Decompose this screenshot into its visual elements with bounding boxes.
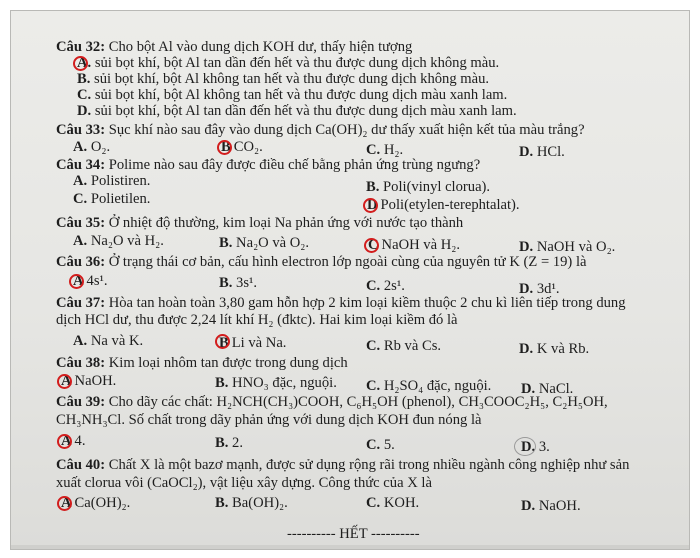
question-37-option-d: D. K và Rb.: [519, 341, 590, 357]
question-39-option-b: B. 2.: [215, 435, 243, 451]
question-35-number: Câu 35:: [56, 215, 106, 231]
question-36-number: Câu 36:: [56, 254, 106, 270]
question-39-option-a: A 4.: [61, 433, 86, 449]
question-39-number: Câu 39:: [56, 394, 106, 410]
question-38-option-a: A NaOH.: [61, 373, 117, 389]
question-35-option-a: A. Na₂O và H₂.: [73, 233, 164, 249]
answer-circle-36: [69, 274, 84, 289]
question-32-option-a: A. sủi bọt khí, bột Al tan dần đến hết và thu được dung dịch không màu.: [77, 55, 500, 71]
question-32-option-b: B. sủi bọt khí, bột Al không tan hết và thu được dung dịch không màu.: [77, 71, 490, 87]
question-33-stem-line: [56, 122, 585, 139]
question-40-option-a-text: Ca(OH)₂.: [74, 495, 131, 511]
answer-circle-35: [364, 238, 379, 253]
question-38-option-d-text: NaCl.: [538, 381, 574, 397]
question-39-stem-line-1: [56, 394, 608, 411]
question-35-option-b: B. Na₂O và O₂.: [219, 235, 310, 251]
question-32-option-d: D. sủi bọt khí, bột Al tan dần đến hết và thu được dung dịch màu xanh lam.: [77, 103, 517, 119]
question-40-option-a: A Ca(OH)₂.: [61, 495, 131, 511]
question-34-option-c: C. Polietilen.: [73, 191, 151, 207]
question-34-stem: Polime nào sau đây được điều chế bằng phản ứng trùng ngưng?: [108, 157, 481, 173]
question-34-stem-line: [56, 157, 480, 174]
question-40-option-d: D. NaOH.: [521, 498, 581, 514]
question-33-option-a: A. O₂.: [73, 139, 111, 155]
question-36-option-c: C. 2s¹.: [366, 278, 405, 294]
answer-circle-33: [217, 140, 232, 155]
question-36-stem-line: [56, 254, 586, 271]
question-34-option-b: B. Poli(vinyl clorua).: [366, 179, 491, 195]
question-39-option-a-text: 4.: [74, 433, 86, 449]
question-40-option-c-text: KOH.: [383, 495, 420, 511]
answer-circle-32: [73, 56, 88, 71]
question-36-option-d: D. 3d¹.: [519, 281, 560, 297]
question-34-number: Câu 34:: [56, 157, 106, 173]
question-39-option-c: C. 5.: [366, 437, 395, 453]
question-36-option-b: B. 3s¹.: [219, 275, 258, 291]
question-37-option-c-text: Rb và Cs.: [383, 338, 442, 354]
question-40-stem-line-1: [56, 457, 629, 474]
question-39-stem-line-2: [56, 412, 481, 429]
end-marker: ---------- HẾT ----------: [287, 526, 420, 542]
question-40-stem-2: xuất clorua vôi (CaOCl₂), vật liệu xây dựng. Công thức của X là: [56, 475, 432, 491]
question-32-option-c-text: sủi bọt khí, bột Al không tan hết và thu được dung dịch màu xanh lam.: [94, 87, 508, 103]
question-35-stem-line: [56, 215, 463, 232]
question-36-option-b-text: 3s¹.: [236, 275, 258, 291]
question-37-stem-line-1: [56, 295, 626, 312]
question-40-option-b: B. Ba(OH)₂.: [215, 495, 288, 511]
question-38-number: Câu 38:: [56, 355, 106, 371]
question-36-option-a-text: 4s¹.: [86, 273, 108, 289]
question-40-option-c: C. KOH.: [366, 495, 420, 511]
answer-circle-40: [57, 496, 72, 511]
question-37-stem-2: dịch HCl dư, thu được 2,24 lít khí H₂ (đktc). Hai kim loại kiềm đó là: [56, 312, 458, 328]
question-32-option-a-text: sủi bọt khí, bột Al tan dần đến hết và thu được dung dịch không màu.: [94, 55, 500, 71]
answer-circle-39: [57, 434, 72, 449]
question-35-option-b-text: Na₂O và O₂.: [236, 235, 310, 251]
exam-page: [10, 10, 690, 550]
question-35-option-c-text: NaOH và H₂.: [381, 237, 460, 253]
answer-circle-38: [57, 374, 72, 389]
question-38-option-b-text: HNO₃ đặc, nguội.: [232, 375, 337, 391]
question-37-option-c: C. Rb và Cs.: [366, 338, 442, 354]
question-39-stem-2: CH₃NH₃Cl. Số chất trong dãy phản ứng với dung dịch KOH đun nóng là: [56, 412, 482, 428]
question-34-option-d-text: Poli(etylen-terephtalat).: [380, 197, 520, 213]
question-33-option-a-text: O₂.: [90, 139, 111, 155]
question-38-option-c-text: H₂SO₄ đặc, nguội.: [383, 378, 492, 394]
question-33-stem: Sục khí nào sau đây vào dung dịch Ca(OH)₂ dư thấy xuất hiện kết tủa màu trắng?: [108, 122, 585, 138]
question-33-option-d: D. HCl.: [519, 144, 565, 160]
question-37-number: Câu 37:: [56, 295, 106, 311]
question-35-option-d-text: NaOH và O₂.: [536, 239, 616, 255]
question-38-option-b: B. HNO₃ đặc, nguội.: [215, 375, 337, 391]
question-39-option-d: D. 3.: [521, 439, 550, 455]
question-35-option-d: D. NaOH và O₂.: [519, 239, 616, 255]
question-32-option-c: C. sủi bọt khí, bột Al không tan hết và thu được dung dịch màu xanh lam.: [77, 87, 508, 103]
question-36-option-a: A 4s¹.: [73, 273, 108, 289]
question-37-option-b-text: Li và Na.: [231, 335, 287, 351]
question-37-option-a: A. Na và K.: [73, 333, 144, 349]
question-33-option-c: C. H₂.: [366, 142, 404, 158]
question-40-number: Câu 40:: [56, 457, 106, 473]
question-36-stem: Ở trạng thái cơ bản, cấu hình electron lớp ngoài cùng của nguyên tử K (Z = 19) là: [108, 254, 587, 270]
question-36-option-c-text: 2s¹.: [383, 278, 405, 294]
question-39-stem-1: Cho dãy các chất: H₂NCH(CH₃)COOH, C₆H₅OH (phenol), CH₃COOC₂H₅, C₂H₅OH,: [108, 394, 608, 410]
question-40-stem-line-2: [56, 475, 432, 492]
question-37-option-b: B Li và Na.: [219, 335, 287, 351]
question-34-option-b-text: Poli(vinyl clorua).: [383, 179, 491, 195]
question-39-option-d-text: 3.: [538, 439, 550, 455]
question-33-number: Câu 33:: [56, 122, 106, 138]
paper-edge: [11, 545, 689, 549]
question-37-stem-1: Hòa tan hoàn toàn 3,80 gam hỗn hợp 2 kim loại kiềm thuộc 2 chu kì liên tiếp trong dung: [108, 295, 626, 311]
question-39-option-b-text: 2.: [232, 435, 243, 451]
question-38-option-d: D. NaCl.: [521, 381, 574, 397]
question-39-option-c-text: 5.: [383, 437, 395, 453]
answer-circle-34: [363, 198, 378, 213]
question-32-option-d-text: sủi bọt khí, bột Al tan dần đến hết và thu được dung dịch màu xanh lam.: [94, 103, 517, 119]
question-37-option-a-text: Na và K.: [90, 333, 144, 349]
question-33-option-b-text: CO₂.: [233, 139, 263, 155]
question-40-stem-1: Chất X là một bazơ mạnh, được sử dụng rộng rãi trong nhiều ngành công nghiệp như sản: [108, 457, 630, 473]
question-33-option-c-text: H₂.: [383, 142, 404, 158]
question-34-option-a: A. Polistiren.: [73, 173, 151, 189]
question-34-option-a-text: Polistiren.: [90, 173, 151, 189]
question-37-option-d-text: K và Rb.: [536, 341, 590, 357]
question-34-option-d: D Poli(etylen-terephtalat).: [367, 197, 520, 213]
question-38-option-a-text: NaOH.: [74, 373, 117, 389]
question-36-option-d-text: 3d¹.: [536, 281, 560, 297]
question-34-option-c-text: Polietilen.: [90, 191, 151, 207]
question-37-stem-line-2: [56, 312, 458, 329]
question-33-option-b: B CO₂.: [221, 139, 263, 155]
question-32-option-b-text: sủi bọt khí, bột Al không tan hết và thu được dung dịch không màu.: [94, 71, 490, 87]
question-35-stem: Ở nhiệt độ thường, kim loại Na phản ứng với nước tạo thành: [108, 215, 464, 231]
question-33-option-d-text: HCl.: [536, 144, 565, 160]
answer-circle-37: [215, 334, 230, 349]
question-40-option-b-text: Ba(OH)₂.: [232, 495, 288, 511]
question-40-option-d-text: NaOH.: [538, 498, 581, 514]
question-38-stem: Kim loại nhôm tan được trong dung dịch: [108, 355, 348, 371]
question-32-stem-line: [56, 39, 412, 56]
question-35-option-c: C NaOH và H₂.: [368, 237, 460, 253]
question-35-option-a-text: Na₂O và H₂.: [90, 233, 164, 249]
question-32-number: Câu 32:: [56, 39, 106, 55]
question-38-stem-line: [56, 355, 348, 372]
question-38-option-c: C. H₂SO₄ đặc, nguội.: [366, 378, 492, 394]
question-32-stem: Cho bột Al vào dung dịch KOH dư, thấy hiện tượng: [108, 39, 413, 55]
pencil-mark-39: [514, 437, 536, 456]
